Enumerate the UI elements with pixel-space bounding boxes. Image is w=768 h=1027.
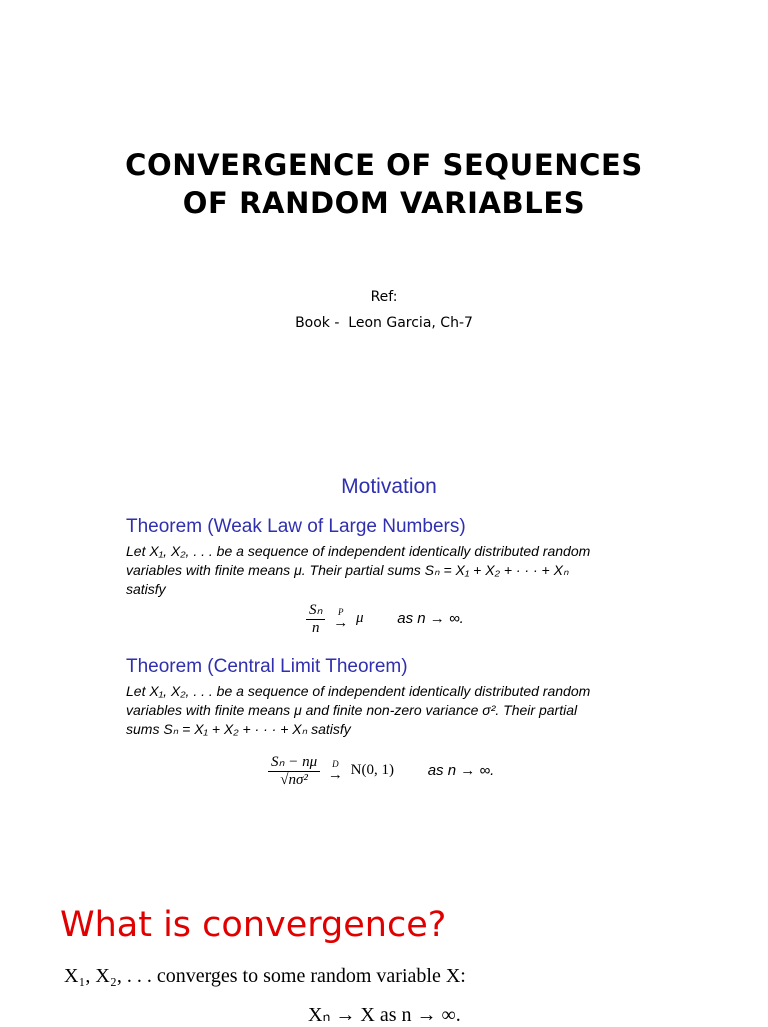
motivation-heading: Motivation [341, 475, 437, 498]
clt-fraction [268, 752, 320, 789]
clt-numerator: Sₙ − nμ [268, 752, 320, 772]
theorem-weak-law-title: Theorem (Weak Law of Large Numbers) [126, 516, 466, 537]
right-arrow-icon: → [327, 767, 343, 783]
theorem-weak-law-line-1: Let X₁, X₂, . . . be a sequence of independent identically distributed random [126, 543, 591, 559]
theorem-central-limit [126, 656, 590, 739]
convergence-statement: X₁, X₂, . . . converges to some random variable X: [64, 965, 466, 987]
theorem-clt-line-1: Let X₁, X₂, . . . be a sequence of independent identically distributed random [126, 683, 591, 699]
clt-condition: as n → ∞. [427, 762, 495, 779]
arrow-label-p: P [337, 607, 344, 617]
theorem-clt-line-2: variables with finite means μ and finite non-zero variance σ². Their partial [126, 702, 578, 718]
clt-formula [268, 752, 494, 789]
theorem-weak-law-line-3: satisfy [126, 581, 166, 597]
theorem-weak-law-line-2: variables with finite means μ. Their partial sums Sₙ = X₁ + X₂ + · · · + Xₙ [126, 562, 569, 578]
weak-law-condition: as n → ∞. [397, 610, 464, 627]
clt-limit: N(0, 1) [350, 762, 394, 778]
weak-law-denominator: n [311, 620, 320, 636]
theorem-clt-title: Theorem (Central Limit Theorem) [126, 656, 408, 677]
convergence-formula: Xₙ → X as n → ∞. [308, 1004, 461, 1026]
weak-law-numerator: Sₙ [306, 600, 325, 620]
theorem-clt-line-3: sums Sₙ = X₁ + X₂ + · · · + Xₙ satisfy [126, 721, 351, 737]
reference-block [0, 284, 768, 336]
convergence-question-heading: What is convergence? [60, 905, 447, 945]
reference-label: Ref: [370, 289, 398, 305]
title-line-1: CONVERGENCE OF SEQUENCES [125, 148, 643, 182]
slide-title [0, 146, 768, 222]
weak-law-limit: μ [355, 610, 364, 626]
convergence-in-distribution-arrow [328, 760, 343, 781]
right-arrow-icon: → [333, 615, 349, 631]
reference-book: Book - Leon Garcia, Ch-7 [295, 315, 473, 331]
weak-law-formula [306, 600, 464, 637]
theorem-weak-law [126, 516, 590, 599]
arrow-label-d: D [332, 759, 339, 769]
convergence-in-probability-arrow [333, 608, 348, 629]
title-line-2: OF RANDOM VARIABLES [182, 186, 586, 220]
clt-denominator: √nσ² [280, 772, 308, 788]
weak-law-fraction [306, 600, 325, 637]
